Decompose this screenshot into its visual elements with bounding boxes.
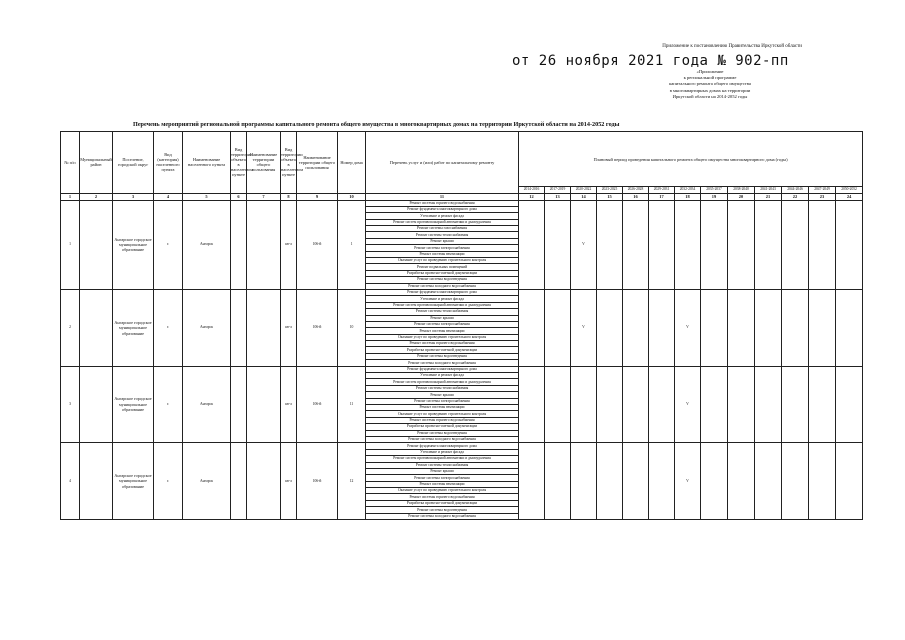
work-item-cell: Ремонт крыши	[366, 468, 519, 474]
period-empty-cell	[782, 366, 809, 443]
work-item-cell: Ремонт системы горячего водоснабжения	[366, 341, 519, 347]
period-empty-cell	[545, 289, 571, 366]
locality-name-cell: Ангарск	[183, 443, 231, 520]
col-header-locality-name: Наименование населенного пункта	[183, 132, 231, 194]
annex-line: в многоквартирных домах на территории	[669, 87, 751, 93]
territory-name-cell	[247, 366, 281, 443]
work-item-cell: Ремонт системы теплоснабжения	[366, 232, 519, 238]
document-title: Перечень мероприятий региональной программы капитального ремонта общего имущества в многоквартирных домах на территории Иркутской области на 2014-2052 годы	[133, 121, 620, 128]
territory-name-2-cell: 106-й	[297, 289, 338, 366]
row-number-cell: 3	[61, 366, 80, 443]
territory-name-cell	[247, 200, 281, 289]
work-row	[61, 366, 863, 372]
period-empty-cell	[519, 289, 545, 366]
period-empty-cell	[809, 200, 836, 289]
period-empty-cell	[623, 289, 649, 366]
col-header-num: № п/п	[61, 132, 80, 194]
work-item-cell: Ремонт систем противопожарной автоматики и дымоудаления	[366, 379, 519, 385]
locality-name-cell: Ангарск	[183, 200, 231, 289]
work-item-cell: Ремонт системы вентиляции	[366, 251, 519, 257]
work-item-cell: Разработка проектно-сметной документации	[366, 270, 519, 276]
work-item-cell: Ремонт системы водоотведения	[366, 277, 519, 283]
column-number-cell: 24	[836, 193, 863, 200]
district-cell	[80, 366, 113, 443]
work-item-cell: Ремонт системы холодного водоснабжения	[366, 283, 519, 289]
period-empty-cell	[782, 289, 809, 366]
locality-kind-cell: г.	[154, 443, 183, 520]
territory-name-cell	[247, 443, 281, 520]
locality-name-cell: Ангарск	[183, 289, 231, 366]
work-item-cell: Ремонт фундамента многоквартирного дома	[366, 289, 519, 295]
period-empty-cell	[597, 200, 623, 289]
period-cell: 2017-2019	[545, 187, 571, 194]
period-mark-cell: V	[571, 289, 597, 366]
territory-name-2-cell: 106-й	[297, 443, 338, 520]
work-item-cell: Ремонт системы горячего водоснабжения	[366, 200, 519, 206]
territory-kind-2-cell: кв-л	[281, 443, 297, 520]
work-item-cell: Утепление и ремонт фасада	[366, 373, 519, 379]
work-item-cell: Ремонт системы водоотведения	[366, 507, 519, 513]
period-empty-cell	[571, 366, 597, 443]
work-item-cell: Ремонт систем противопожарной автоматики и дымоудаления	[366, 219, 519, 225]
locality-kind-cell: г.	[154, 200, 183, 289]
period-cell: 2041-2043	[755, 187, 782, 194]
column-number-row	[61, 193, 863, 200]
work-item-cell: Ремонт системы холодного водоснабжения	[366, 436, 519, 442]
column-number-cell: 13	[545, 193, 571, 200]
period-empty-cell	[728, 200, 755, 289]
period-cell: 2032-2034	[675, 187, 701, 194]
period-empty-cell	[728, 366, 755, 443]
work-item-cell: Оказание услуг по проведению строительного контроля	[366, 411, 519, 417]
period-empty-cell	[519, 200, 545, 289]
period-empty-cell	[782, 200, 809, 289]
period-mark-cell: V	[675, 443, 701, 520]
period-mark-cell: V	[675, 366, 701, 443]
annex-line: капитального ремонта общего имущества	[669, 81, 751, 87]
work-item-cell: Ремонт крыши	[366, 238, 519, 244]
work-item-cell: Ремонт системы газоснабжения	[366, 226, 519, 232]
work-item-cell: Утепление и ремонт фасада	[366, 296, 519, 302]
period-empty-cell	[519, 366, 545, 443]
column-number-cell: 23	[809, 193, 836, 200]
territory-kind-2-cell: кв-л	[281, 366, 297, 443]
column-number-cell: 8	[281, 193, 297, 200]
period-empty-cell	[755, 443, 782, 520]
column-number-cell: 22	[782, 193, 809, 200]
work-item-cell: Утепление и ремонт фасада	[366, 213, 519, 219]
house-number-cell: 12	[338, 443, 366, 520]
period-cell: 2035-2037	[701, 187, 728, 194]
period-cell: 2023-2025	[597, 187, 623, 194]
period-empty-cell	[649, 289, 675, 366]
work-item-cell: Ремонт фундамента многоквартирного дома	[366, 366, 519, 372]
work-item-cell: Ремонт системы вентиляции	[366, 481, 519, 487]
period-empty-cell	[649, 443, 675, 520]
col-header-district: Муниципальный район	[80, 132, 113, 194]
house-number-cell: 1	[338, 200, 366, 289]
locality-name-cell: Ангарск	[183, 366, 231, 443]
territory-kind-cell	[231, 289, 247, 366]
period-cell: 2014-2016	[519, 187, 545, 194]
column-number-cell: 12	[519, 193, 545, 200]
period-empty-cell	[701, 443, 728, 520]
period-empty-cell	[597, 289, 623, 366]
period-cell: 2044-2046	[782, 187, 809, 194]
territory-name-cell	[247, 289, 281, 366]
house-rows	[61, 200, 863, 520]
annex-line: Иркутской области на 2014-2052 годы	[672, 93, 748, 99]
locality-kind-cell: г.	[154, 289, 183, 366]
period-empty-cell	[755, 289, 782, 366]
column-number-cell: 15	[597, 193, 623, 200]
work-item-cell: Ремонт системы теплоснабжения	[366, 462, 519, 468]
column-number-cell: 10	[338, 193, 366, 200]
period-empty-cell	[836, 289, 863, 366]
period-empty-cell	[728, 443, 755, 520]
column-number-cell: 2	[80, 193, 113, 200]
column-number-cell: 1	[61, 193, 80, 200]
header-row	[61, 132, 863, 187]
work-item-cell: Разработка проектно-сметной документации	[366, 500, 519, 506]
district-cell	[80, 200, 113, 289]
period-mark-cell: V	[571, 200, 597, 289]
district-cell	[80, 289, 113, 366]
annex-note	[620, 69, 800, 100]
column-number-cell: 20	[728, 193, 755, 200]
territory-kind-2-cell: кв-л	[281, 200, 297, 289]
col-header-territory-name-2: Наименование территории общего пользования	[297, 132, 338, 194]
column-number-cell: 17	[649, 193, 675, 200]
settlement-cell: Ангарское городское муниципальное образование	[113, 289, 154, 366]
work-row	[61, 289, 863, 295]
period-empty-cell	[675, 200, 701, 289]
period-empty-cell	[545, 443, 571, 520]
territory-name-2-cell: 106-й	[297, 200, 338, 289]
period-cell: 2050-2052	[836, 187, 863, 194]
column-number-cell: 18	[675, 193, 701, 200]
column-number-cell: 3	[113, 193, 154, 200]
row-number-cell: 4	[61, 443, 80, 520]
period-empty-cell	[701, 289, 728, 366]
work-item-cell: Оказание услуг по проведению строительного контроля	[366, 488, 519, 494]
period-empty-cell	[597, 366, 623, 443]
work-item-cell: Оказание услуг по проведению строительного контроля	[366, 334, 519, 340]
house-number-cell: 11	[338, 366, 366, 443]
work-item-cell: Ремонт системы вентиляции	[366, 328, 519, 334]
col-header-territory-kind-2: Вид территории объекта в населенном пункте	[281, 132, 297, 194]
col-header-planned-period: Плановый период проведения капитального ремонта общего имущества многоквартирного дома (годы)	[519, 132, 863, 187]
col-header-territory-kind: Вид территории объекта в населенном пункте	[231, 132, 247, 194]
col-header-house-number: Номер дома	[338, 132, 366, 194]
work-item-cell: Разработка проектно-сметной документации	[366, 424, 519, 430]
settlement-cell: Ангарское городское муниципальное образование	[113, 366, 154, 443]
territory-kind-2-cell: кв-л	[281, 289, 297, 366]
settlement-cell: Ангарское городское муниципальное образование	[113, 200, 154, 289]
work-item-cell: Ремонт системы горячего водоснабжения	[366, 494, 519, 500]
house-number-cell: 10	[338, 289, 366, 366]
period-empty-cell	[836, 443, 863, 520]
column-number-cell: 11	[366, 193, 519, 200]
period-empty-cell	[701, 366, 728, 443]
work-item-cell: Ремонт системы водоотведения	[366, 430, 519, 436]
period-empty-cell	[649, 366, 675, 443]
work-item-cell: Ремонт системы вентиляции	[366, 405, 519, 411]
period-empty-cell	[545, 366, 571, 443]
col-header-locality-kind: Вид (категория) населенного пункта	[154, 132, 183, 194]
work-item-cell: Ремонт фундамента многоквартирного дома	[366, 443, 519, 449]
work-item-cell: Ремонт крыши	[366, 315, 519, 321]
period-empty-cell	[623, 443, 649, 520]
period-cell: 2038-2040	[728, 187, 755, 194]
work-item-cell: Утепление и ремонт фасада	[366, 449, 519, 455]
period-empty-cell	[623, 200, 649, 289]
decree-stamp: от 26 ноября 2021 года № 902-пп	[512, 53, 789, 69]
work-item-cell: Ремонт системы электроснабжения	[366, 245, 519, 251]
work-item-cell: Ремонт систем противопожарной автоматики и дымоудаления	[366, 456, 519, 462]
work-item-cell: Ремонт фундамента многоквартирного дома	[366, 206, 519, 212]
territory-kind-cell	[231, 366, 247, 443]
work-item-cell: Ремонт подвальных помещений	[366, 264, 519, 270]
row-number-cell: 1	[61, 200, 80, 289]
col-header-works: Перечень услуг и (или) работ по капитальному ремонту	[366, 132, 519, 194]
work-item-cell: Ремонт системы электроснабжения	[366, 475, 519, 481]
period-empty-cell	[809, 289, 836, 366]
column-number-cell: 7	[247, 193, 281, 200]
locality-kind-cell: г.	[154, 366, 183, 443]
period-empty-cell	[701, 200, 728, 289]
work-item-cell: Ремонт крыши	[366, 392, 519, 398]
work-item-cell: Разработка проектно-сметной документации	[366, 347, 519, 353]
work-item-cell: Ремонт систем противопожарной автоматики и дымоудаления	[366, 302, 519, 308]
period-empty-cell	[755, 366, 782, 443]
column-number-cell: 9	[297, 193, 338, 200]
column-number-cell: 19	[701, 193, 728, 200]
work-item-cell: Ремонт системы холодного водоснабжения	[366, 513, 519, 519]
period-cell: 2047-2049	[809, 187, 836, 194]
column-number-cell: 6	[231, 193, 247, 200]
period-empty-cell	[545, 200, 571, 289]
work-item-cell: Ремонт системы теплоснабжения	[366, 385, 519, 391]
column-number-cell: 14	[571, 193, 597, 200]
column-number-cell: 5	[183, 193, 231, 200]
col-header-settlement: Поселение, городской округ	[113, 132, 154, 194]
approval-line: Приложение к постановлению Правительства Иркутской области	[662, 44, 802, 49]
period-empty-cell	[519, 443, 545, 520]
work-row	[61, 443, 863, 449]
column-number-cell: 21	[755, 193, 782, 200]
settlement-cell: Ангарское городское муниципальное образование	[113, 443, 154, 520]
period-empty-cell	[836, 200, 863, 289]
work-item-cell: Оказание услуг по проведению строительного контроля	[366, 258, 519, 264]
period-empty-cell	[649, 200, 675, 289]
work-item-cell: Ремонт системы электроснабжения	[366, 321, 519, 327]
work-item-cell: Ремонт системы холодного водоснабжения	[366, 360, 519, 366]
period-empty-cell	[809, 366, 836, 443]
work-item-cell: Ремонт системы теплоснабжения	[366, 309, 519, 315]
annex-line: «Приложение	[696, 69, 724, 74]
work-item-cell: Ремонт системы горячего водоснабжения	[366, 417, 519, 423]
work-item-cell: Ремонт системы водоотведения	[366, 353, 519, 359]
period-empty-cell	[623, 366, 649, 443]
period-empty-cell	[836, 366, 863, 443]
annex-line: к региональной программе	[683, 75, 737, 81]
repair-program-table	[60, 131, 863, 520]
work-row	[61, 200, 863, 206]
column-number-cell: 16	[623, 193, 649, 200]
column-number-cell: 4	[154, 193, 183, 200]
period-empty-cell	[755, 200, 782, 289]
territory-kind-cell	[231, 443, 247, 520]
period-empty-cell	[597, 443, 623, 520]
period-mark-cell: V	[675, 289, 701, 366]
period-empty-cell	[728, 289, 755, 366]
work-item-cell: Ремонт системы электроснабжения	[366, 398, 519, 404]
territory-name-2-cell: 106-й	[297, 366, 338, 443]
col-header-territory-name: Наименование территории общего пользования	[247, 132, 281, 194]
period-cell: 2020-2022	[571, 187, 597, 194]
district-cell	[80, 443, 113, 520]
period-empty-cell	[809, 443, 836, 520]
territory-kind-cell	[231, 200, 247, 289]
period-cell: 2029-2031	[649, 187, 675, 194]
period-empty-cell	[782, 443, 809, 520]
period-empty-cell	[571, 443, 597, 520]
period-cell: 2026-2028	[623, 187, 649, 194]
row-number-cell: 2	[61, 289, 80, 366]
